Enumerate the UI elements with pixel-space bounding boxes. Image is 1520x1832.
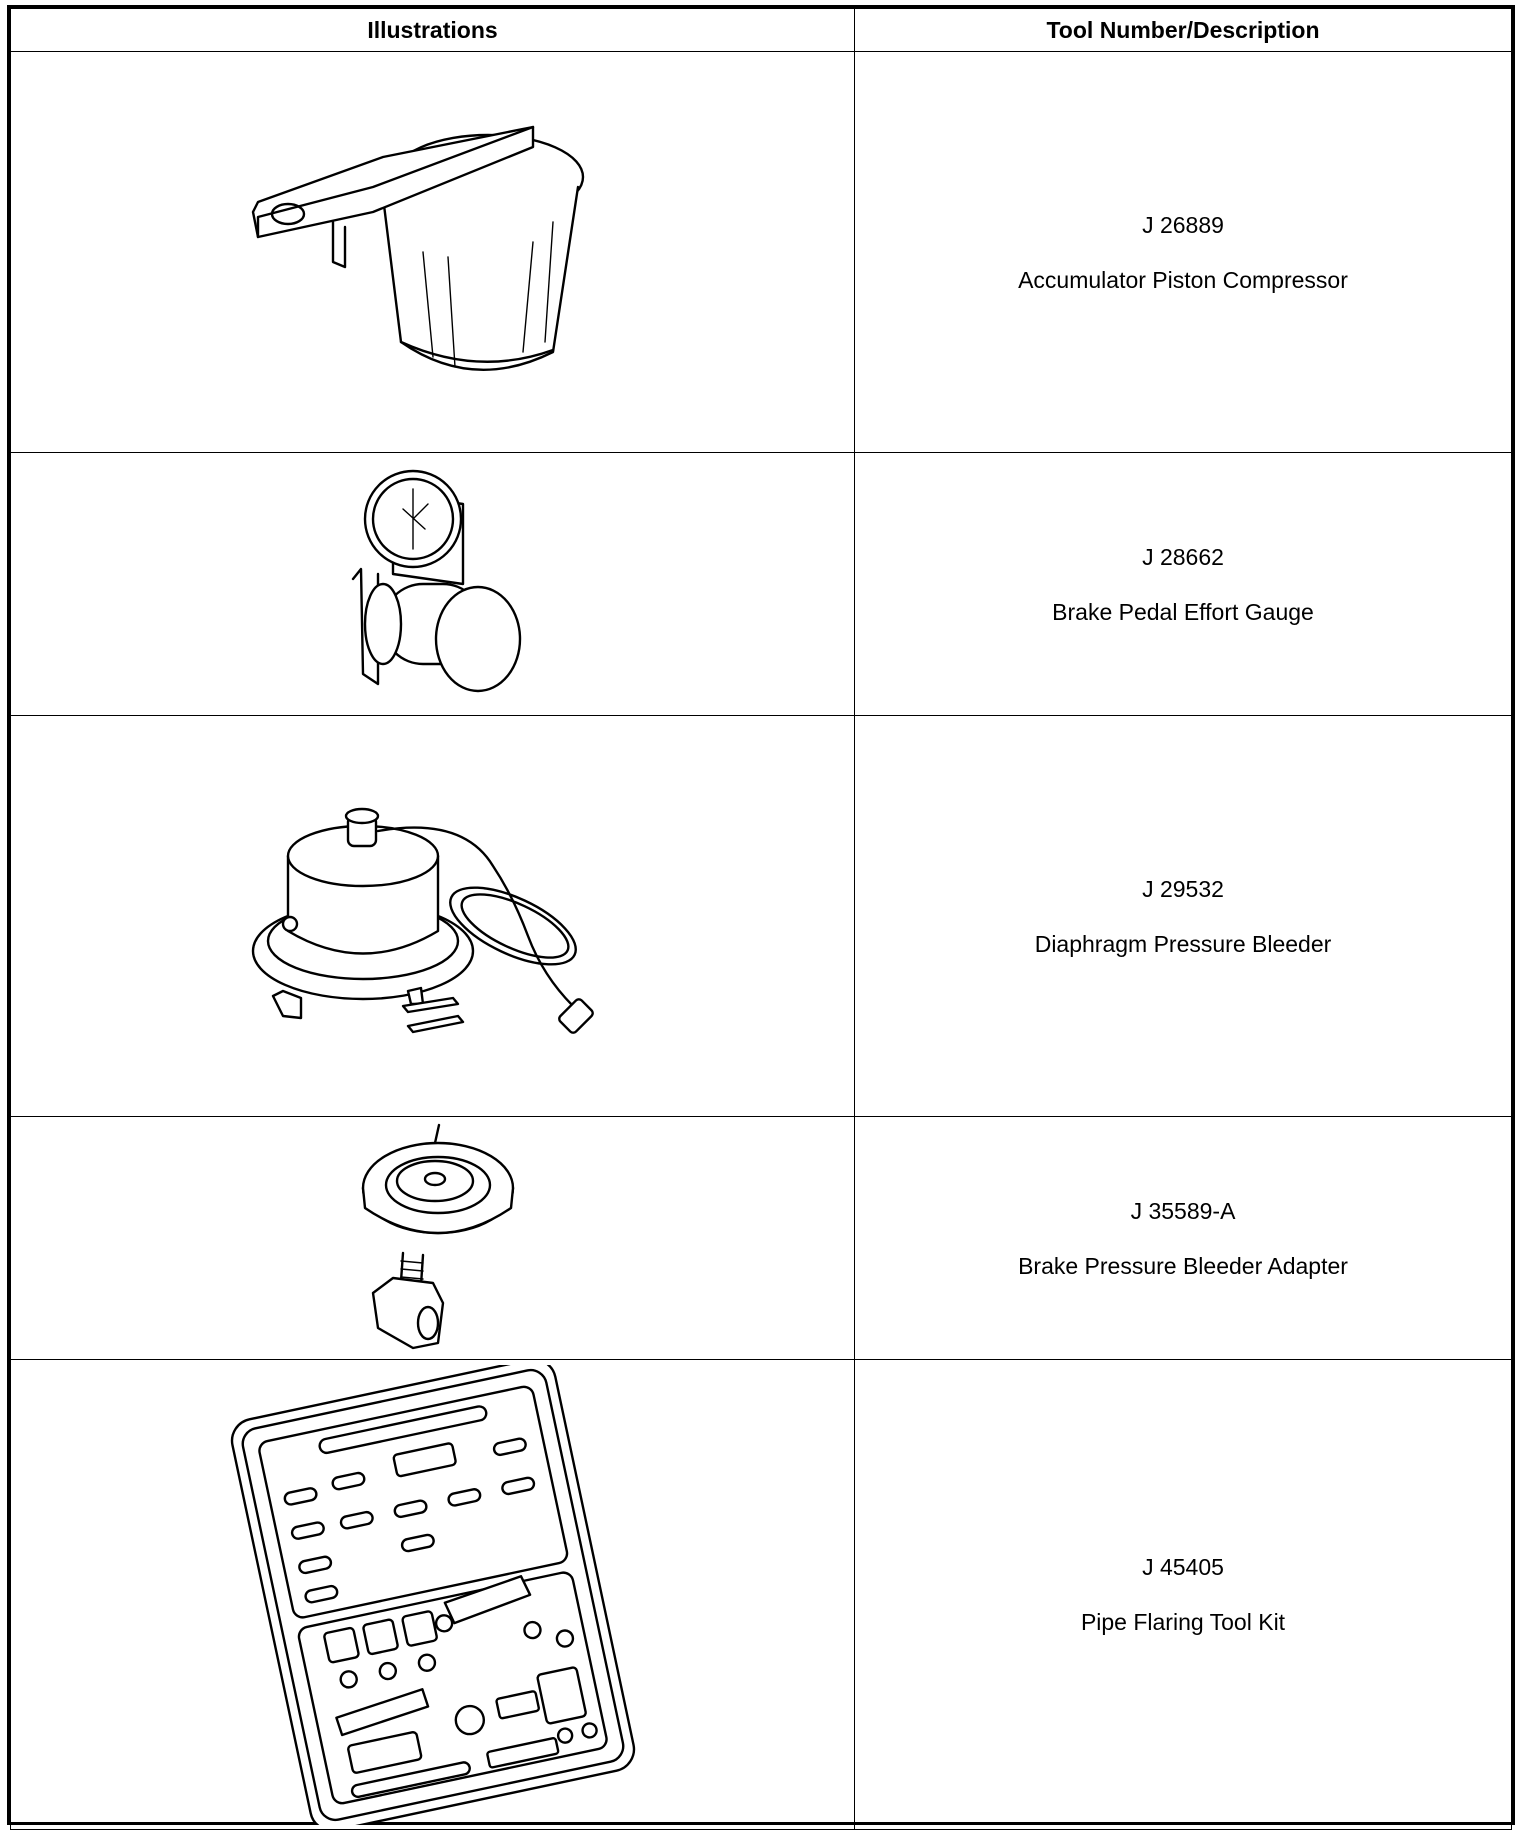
tool-description: Brake Pedal Effort Gauge xyxy=(1052,598,1314,625)
description-cell xyxy=(855,716,1512,1117)
special-tools-table xyxy=(10,8,1512,1830)
tool-table-frame xyxy=(7,5,1515,1825)
table-row xyxy=(11,1360,1512,1830)
table-row xyxy=(11,52,1512,453)
tool-number: J 29532 xyxy=(1142,875,1224,902)
brake-pressure-bleeder-adapter-illustration xyxy=(343,1123,523,1353)
illustration-cell xyxy=(11,52,855,453)
illustration-cell xyxy=(11,453,855,716)
accumulator-piston-compressor-illustration xyxy=(233,102,633,402)
tool-description: Accumulator Piston Compressor xyxy=(1018,266,1348,293)
description-cell xyxy=(855,1117,1512,1360)
tool-description: Diaphragm Pressure Bleeder xyxy=(1034,930,1332,957)
illustration-cell xyxy=(11,1360,855,1830)
tool-description: Pipe Flaring Tool Kit xyxy=(1080,1609,1286,1635)
illustration-cell xyxy=(11,1117,855,1360)
brake-pedal-effort-gauge-illustration xyxy=(333,464,533,704)
header-illustrations: Illustrations xyxy=(11,9,855,52)
description-cell xyxy=(855,1360,1512,1830)
table-header-row xyxy=(11,9,1512,52)
pipe-flaring-tool-kit-illustration xyxy=(223,1365,643,1825)
diaphragm-pressure-bleeder-illustration xyxy=(243,776,623,1056)
header-tool-number-description: Tool Number/Description xyxy=(855,9,1512,52)
tool-number: J 45405 xyxy=(1142,1554,1224,1580)
table-row xyxy=(11,453,1512,716)
tool-number: J 28662 xyxy=(1142,543,1224,570)
tool-number: J 26889 xyxy=(1142,211,1224,238)
tool-description: Brake Pressure Bleeder Adapter xyxy=(1018,1252,1348,1279)
table-row xyxy=(11,716,1512,1117)
table-row xyxy=(11,1117,1512,1360)
description-cell xyxy=(855,52,1512,453)
description-cell xyxy=(855,453,1512,716)
illustration-cell xyxy=(11,716,855,1117)
tool-number: J 35589-A xyxy=(1130,1197,1236,1224)
